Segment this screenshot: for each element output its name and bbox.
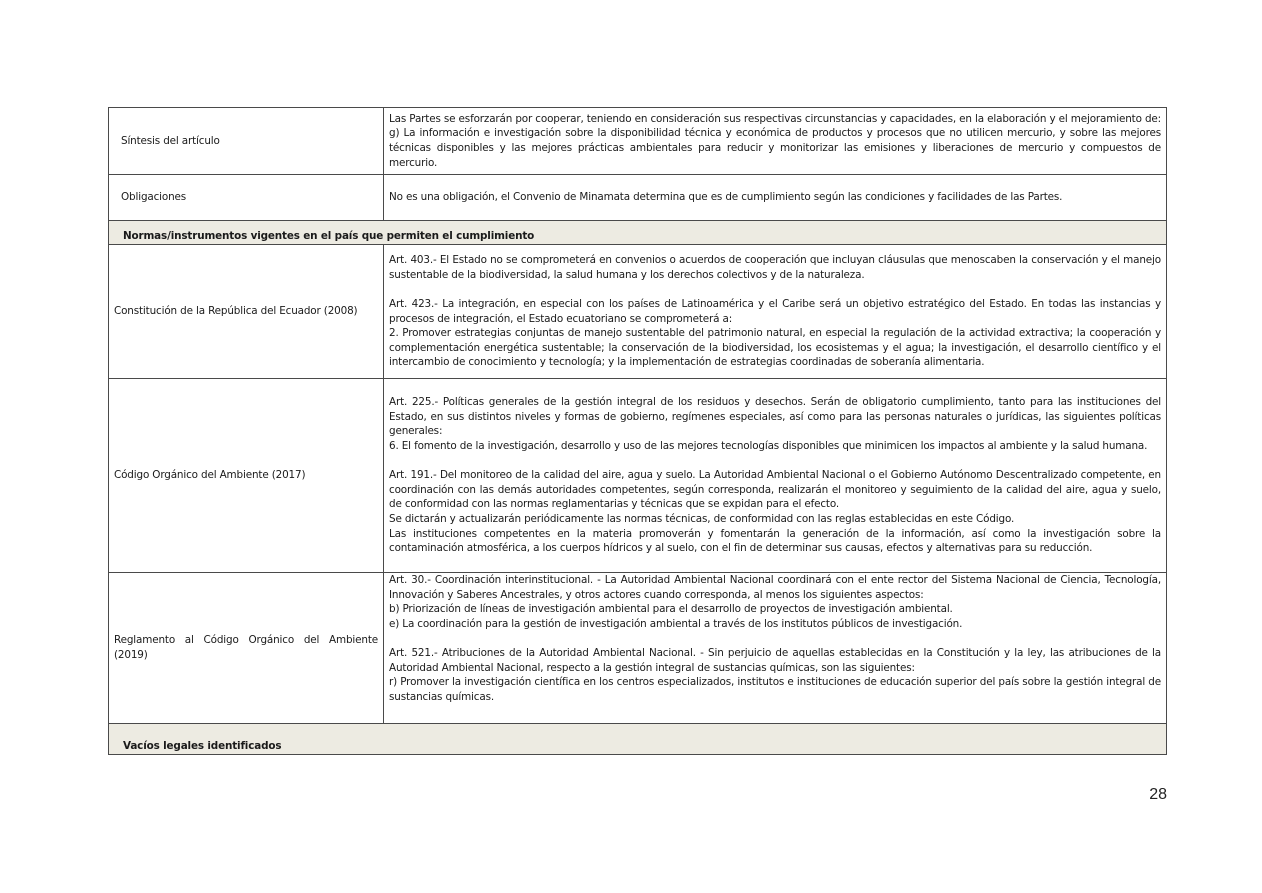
table-row-instrument	[109, 245, 1167, 379]
article-paragraph: 6. El fomento de la investigación, desarrollo y uso de las mejores tecnologías disponibles que minimicen los impactos al ambiente y la salud humana.	[389, 440, 1148, 453]
article-paragraph: Las instituciones competentes en la materia promoverán y fomentarán la generación de la información, así como la investigación sobre la contaminación atmosférica, a los cuerpos hídricos y al suelo, con el fin de determinar sus causas, efectos y alternativas para su reducción.	[389, 527, 1161, 555]
article-paragraph: Se dictarán y actualizarán periódicamente las normas técnicas, de conformidad con las reglas establecidas en este Código.	[389, 512, 1015, 525]
instrument-label: Reglamento al Código Orgánico del Ambiente (2019)	[109, 573, 384, 724]
article-paragraph: b) Priorización de líneas de investigación ambiental para el desarrollo de proyectos de investigación ambiental.	[389, 603, 953, 616]
table-row-instrument	[109, 573, 1167, 724]
table-row-obligaciones	[109, 175, 1167, 221]
row-label-sintesis: Síntesis del artículo	[109, 108, 384, 175]
row-content-obligaciones: No es una obligación, el Convenio de Minamata determina que es de cumplimiento según las condiciones y facilidades de las Partes.	[384, 175, 1167, 221]
page-number: 28	[1149, 786, 1167, 803]
legal-analysis-table	[108, 107, 1167, 755]
table-row-instrument	[109, 379, 1167, 573]
row-label-obligaciones: Obligaciones	[109, 175, 384, 221]
article-paragraph: Art. 225.- Políticas generales de la gestión integral de los residuos y desechos. Serán de obligatorio cumplimiento, tanto para las instituciones del Estado, en sus distintos niveles y formas de gobierno, regímenes especiales, así como para las personas naturales o jurídicas, las siguientes políticas generales:	[389, 396, 1161, 438]
article-paragraph: Art. 191.- Del monitoreo de la calidad del aire, agua y suelo. La Autoridad Ambiental Nacional o el Gobierno Autónomo Descentralizado competente, en coordinación con las demás autoridades competentes, según corresponda, realizarán el monitoreo y seguimiento de la calidad del aire, agua y suelo, de conformidad con las normas reglamentarias y técnicas que se expidan para el efecto.	[389, 469, 1161, 511]
row-content-sintesis: Las Partes se esforzarán por cooperar, teniendo en consideración sus respectivas circunstancias y capacidades, en la elaboración y el mejoramiento de: g) La información e investigación sobre la disponibilidad técnica y económica de productos y procesos que no utilicen mercurio, y sobre las mejores técnicas disponibles y las mejores prácticas ambientales para reducir y monitorizar las emisiones y liberaciones de mercurio y compuestos de mercurio.	[384, 108, 1167, 175]
article-paragraph: Art. 521.- Atribuciones de la Autoridad Ambiental Nacional. - Sin perjuicio de aquellas establecidas en la Constitución y la ley, las atribuciones de la Autoridad Ambiental Nacional, respecto a la gestión integral de sustancias químicas, son las siguientes:	[389, 646, 1161, 674]
instrument-content	[384, 379, 1167, 573]
instrument-content	[384, 245, 1167, 379]
article-paragraph: Art. 30.- Coordinación interinstitucional. - La Autoridad Ambiental Nacional coordinará con el ente rector del Sistema Nacional de Ciencia, Tecnología, Innovación y Saberes Ancestrales, y otros actores cuando corresponda, al menos los siguientes aspectos:	[389, 574, 1161, 601]
section-header-normas: Normas/instrumentos vigentes en el país que permiten el cumplimiento	[109, 221, 1167, 245]
instrument-label: Constitución de la República del Ecuador (2008)	[109, 245, 384, 379]
table-row-sintesis	[109, 108, 1167, 175]
article-paragraph: Art. 403.- El Estado no se comprometerá en convenios o acuerdos de cooperación que incluyan cláusulas que menoscaben la conservación y el manejo sustentable de la biodiversidad, la salud humana y los derechos colectivos y de la naturaleza.	[389, 254, 1161, 281]
article-paragraph: e) La coordinación para la gestión de investigación ambiental a través de los institutos públicos de investigación.	[389, 617, 963, 630]
article-paragraph: Art. 423.- La integración, en especial con los países de Latinoamérica y el Caribe será un objetivo estratégico del Estado. En todas las instancias y procesos de integración, el Estado ecuatoriano se comprometerá a:	[389, 297, 1161, 325]
section-header-vacios: Vacíos legales identificados	[109, 724, 1167, 755]
article-paragraph: r) Promover la investigación científica en los centros especializados, institutos e instituciones de educación superior del país sobre la gestión integral de sustancias químicas.	[389, 676, 1161, 703]
section-header-row-normas	[109, 221, 1167, 245]
section-header-row-vacios	[109, 724, 1167, 755]
instrument-label: Código Orgánico del Ambiente (2017)	[109, 379, 384, 573]
instrument-content	[384, 573, 1167, 724]
article-paragraph: 2. Promover estrategias conjuntas de manejo sustentable del patrimonio natural, en especial la regulación de la actividad extractiva; la cooperación y complementación energética sustentable; la conservación de la biodiversidad, los ecosistemas y el agua; la investigación, el desarrollo científico y el intercambio de conocimiento y tecnología; y la implementación de estrategias coordinadas de soberanía alimentaria.	[389, 327, 1161, 369]
